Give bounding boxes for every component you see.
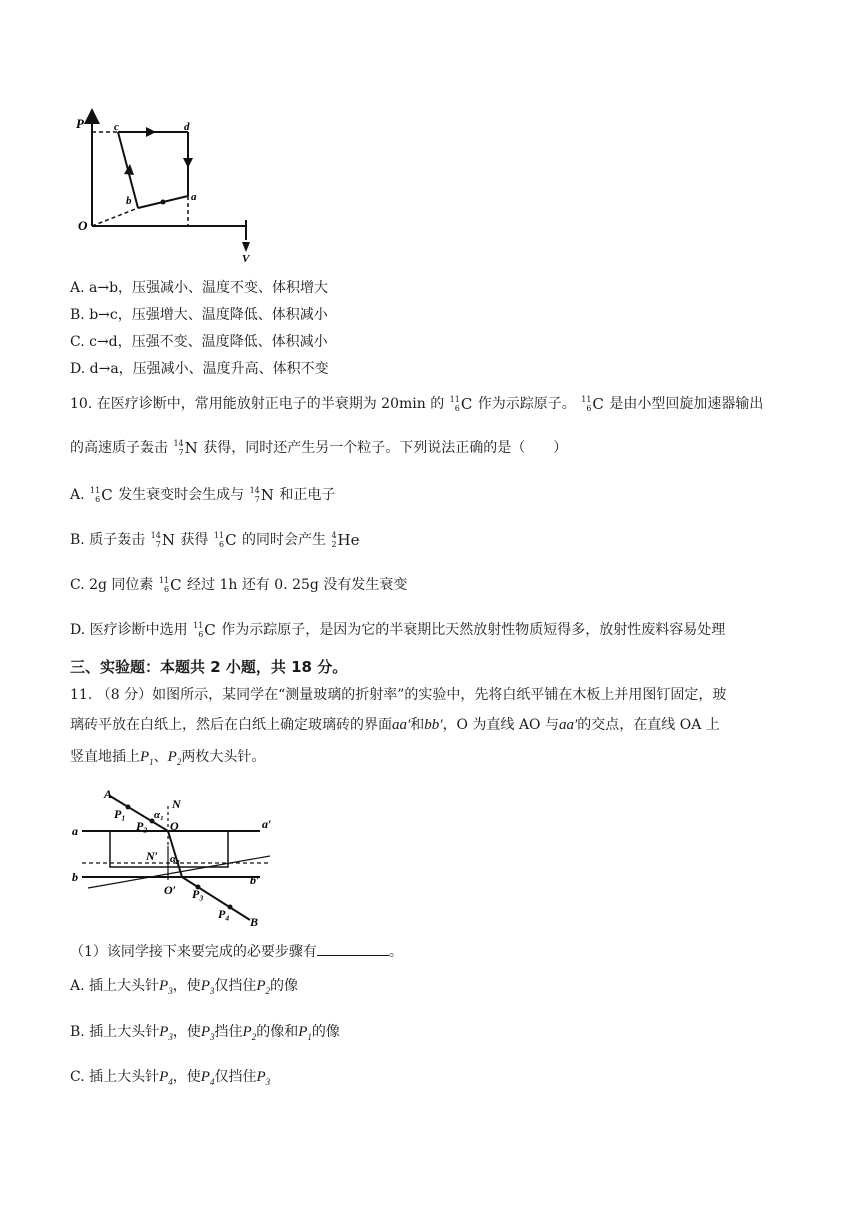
- q10-option-d: D. 医疗诊断中选用 11 6 C 作为示踪原子，是因为它的半衰期比天然放射性物质短得多，放射性废料容易处理: [70, 621, 726, 639]
- q10-stem-line1: 10. 在医疗诊断中，常用能放射正电子的半衰期为 20min 的 11 6 C 作为示踪原子。 11 6 C 是由小型回旋加速器输出: [70, 395, 764, 413]
- svg-text:α₂: α₂: [170, 853, 180, 865]
- answer-blank[interactable]: [317, 943, 389, 956]
- label-a: a: [191, 191, 197, 203]
- nuclide-c11: 11 6 C: [581, 395, 604, 413]
- nuclide-c11: 11 6 C: [449, 395, 473, 413]
- svg-text:N′: N′: [146, 849, 159, 863]
- svg-text:B: B: [250, 915, 259, 929]
- q10-option-b: B. 质子轰击 14 7 N 获得 11 6 C 的同时会产生 4 2 He: [70, 531, 360, 549]
- q9-option-a: A. a→b，压强减小、温度不变、体积增大: [70, 280, 329, 296]
- q11-option-b: B. 插上大头针$P_3$，使$P_3$挡住$P_2$的像和$P_1$的像: [70, 1024, 340, 1042]
- svg-text:O: O: [170, 819, 179, 833]
- q9-option-b: B. b→c，压强增大、温度降低、体积减小: [70, 307, 328, 323]
- glass-refraction-diagram: [70, 784, 280, 930]
- section-heading: 三、实验题：本题共 2 小题，共 18 分。: [70, 658, 348, 676]
- label-c: c: [114, 121, 119, 133]
- q11-subq1: （1）该同学接下来要完成的必要步骤有 。: [70, 944, 403, 960]
- svg-text:b′: b′: [250, 873, 260, 887]
- svg-text:b: b: [72, 870, 78, 884]
- label-d: d: [184, 121, 190, 133]
- q11-option-c: C. 插上大头针$P_4$，使$P_4$仅挡住$P_3$: [70, 1069, 271, 1087]
- q11-option-a: A. 插上大头针$P_3$，使$P_3$仅挡住$P_2$的像: [70, 978, 299, 996]
- label-o: O: [78, 218, 88, 233]
- svg-text:a′: a′: [262, 817, 272, 831]
- label-v: V: [242, 253, 250, 264]
- q9-option-c: C. c→d，压强不变、温度降低、体积减小: [70, 334, 328, 350]
- q9-option-d: D. d→a，压强减小、温度升高、体积不变: [70, 361, 329, 377]
- pv-diagram: [68, 106, 268, 264]
- q11-stem-line1: 11. （8 分）如图所示，某同学在“测量玻璃的折射率”的实验中，先将白纸平铺在木板上并用图钉固定，玻: [70, 687, 727, 703]
- svg-text:α₁: α₁: [154, 809, 164, 821]
- svg-text:a: a: [72, 824, 78, 838]
- q11-stem-line2: 璃砖平放在白纸上，然后在白纸上确定玻璃砖的界面aa′和bb′，O 为直线 AO 与aa′的交点，在直线 OA 上: [70, 717, 720, 733]
- label-p: P: [76, 116, 84, 131]
- svg-text:P₁: P₁: [114, 807, 126, 821]
- svg-text:P₂: P₂: [136, 819, 148, 833]
- q10-option-c: C. 2g 同位素 11 6 C 经过 1h 还有 0. 25g 没有发生衰变: [70, 576, 408, 594]
- svg-text:N: N: [172, 797, 181, 811]
- svg-text:P₃: P₃: [192, 887, 204, 901]
- q11-stem-line3: 竖直地插上$P_1$、$P_2$两枚大头针。: [70, 749, 266, 767]
- svg-text:O′: O′: [164, 883, 177, 897]
- svg-text:P₄: P₄: [218, 907, 230, 921]
- q10-option-a: A. 11 6 C 发生衰变时会生成与 14 7 N 和正电子: [70, 486, 336, 504]
- label-b: b: [126, 195, 132, 207]
- q10-stem-line2: 的高速质子轰击 14 7 N 获得，同时还产生另一个粒子。下列说法正确的是（ ）: [70, 439, 568, 457]
- svg-text:A: A: [104, 787, 113, 801]
- nuclide-n14: 14 7 N: [173, 439, 198, 457]
